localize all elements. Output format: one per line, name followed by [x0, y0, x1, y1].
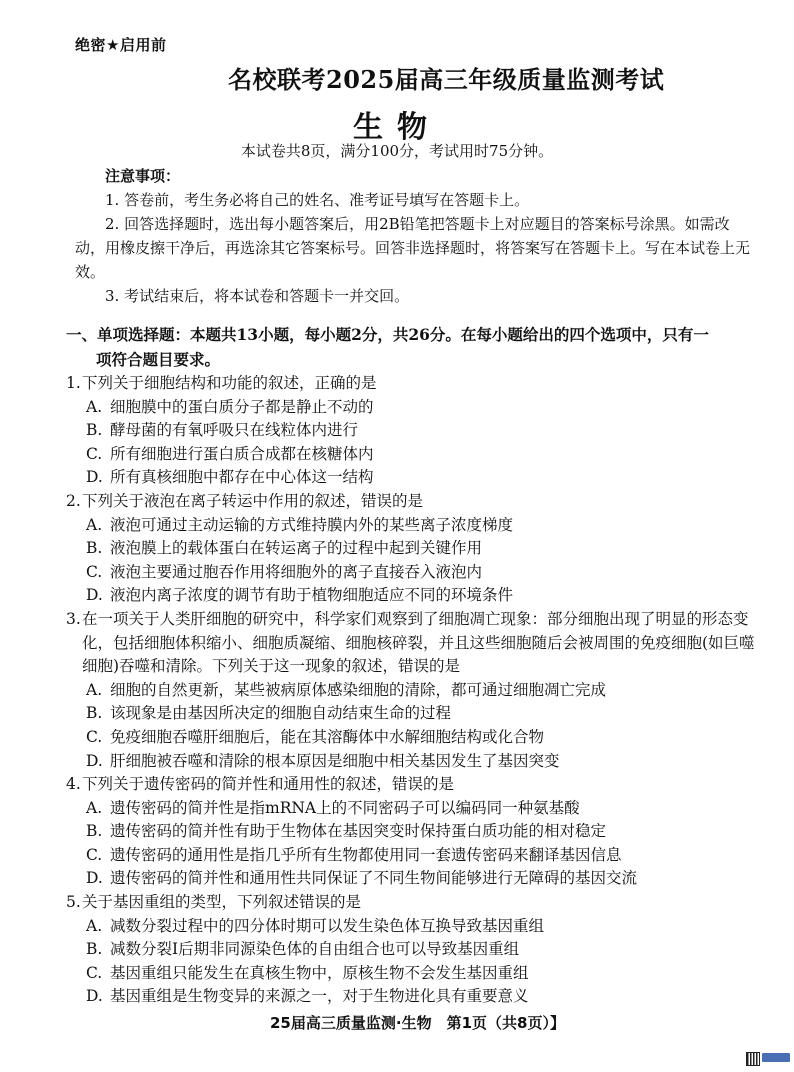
option	[66, 938, 756, 962]
option	[66, 750, 756, 774]
watermark-logo-icon	[762, 1053, 790, 1062]
option-letter: B.	[86, 421, 103, 440]
option	[66, 537, 756, 561]
option-letter: D.	[86, 586, 103, 605]
option	[66, 419, 756, 443]
option-text: 酵母菌的有氧呼吸只在线粒体内进行	[110, 421, 359, 440]
option-letter: C.	[86, 727, 103, 746]
section-heading	[66, 322, 756, 372]
exam-title: 名校联考2025届高三年级质量监测考试	[228, 65, 665, 94]
option-text: 液泡内离子浓度的调节有助于植物细胞适应不同的环境条件	[110, 586, 514, 605]
option-text: 减数分裂过程中的四分体时期可以发生染色体互换导致基因重组	[110, 916, 545, 935]
notice-item: 3. 考试结束后，将本试卷和答题卡一并交回。	[105, 287, 410, 305]
option	[66, 726, 756, 750]
secret-label: 绝密★启用前	[75, 36, 167, 54]
question-stem: 在一项关于人类肝细胞的研究中，科学家们观察到了细胞凋亡现象：部分细胞出现了明显的形态变化，包括细胞体积缩小、细胞质凝缩、细胞核碎裂，并且这些细胞随后会被周围的免疫细胞(如巨噬细胞)吞噬和清除。下列关于这一现象的叙述，错误的是	[82, 609, 755, 676]
question-number: 3.	[66, 609, 81, 628]
option-text: 该现象是由基因所决定的细胞自动结束生命的过程	[110, 704, 452, 723]
question-number: 1.	[66, 374, 81, 392]
option-letter: D.	[86, 751, 103, 770]
option	[66, 962, 756, 986]
notice-block	[75, 164, 755, 308]
option-letter: A.	[86, 680, 103, 699]
option-text: 液泡主要通过胞吞作用将细胞外的离子直接吞入液泡内	[110, 562, 483, 581]
option	[66, 679, 756, 703]
option	[66, 867, 756, 891]
notice-item: 2. 回答选择题时，选出每小题答案后，用2B铅笔把答题卡上对应题目的答案标号涂黑。如需改动，用橡皮擦干净后，再选涂其它答案标号。回答非选择题时，将答案写在答题卡上。写在本试卷上无效。	[75, 215, 751, 281]
exam-info: 本试卷共8页，满分100分，考试用时75分钟。	[240, 142, 554, 160]
option-letter: B.	[86, 539, 103, 558]
question	[66, 490, 756, 608]
question	[66, 608, 756, 773]
question-number: 4.	[66, 775, 81, 794]
option-text: 减数分裂Ⅰ后期非同源染色体的自由组合也可以导致基因重组	[110, 940, 520, 959]
option-text: 遗传密码的通用性是指几乎所有生物都使用同一套遗传密码来翻译基因信息	[110, 845, 622, 864]
option-text: 细胞膜中的蛋白质分子都是静止不动的	[110, 397, 374, 416]
option	[66, 584, 756, 608]
option-letter: C.	[86, 963, 103, 982]
option-text: 液泡可通过主动运输的方式维持膜内外的某些离子浓度梯度	[110, 515, 514, 534]
option	[66, 466, 756, 490]
notice-title: 注意事项：	[105, 167, 181, 185]
question	[66, 891, 756, 1009]
option-letter: C.	[86, 845, 103, 864]
question-number: 5.	[66, 893, 81, 912]
question-list	[66, 372, 756, 1009]
section-heading-line: 项符合题目要求。	[96, 350, 221, 369]
option	[66, 985, 756, 1009]
question-stem: 下列关于遗传密码的简并性和通用性的叙述，错误的是	[82, 775, 455, 794]
question-stem: 下列关于细胞结构和功能的叙述，正确的是	[82, 374, 377, 392]
option	[66, 844, 756, 868]
option-text: 遗传密码的简并性有助于生物体在基因突变时保持蛋白质功能的相对稳定	[110, 822, 607, 841]
question	[66, 773, 756, 891]
section-heading-line: 一、单项选择题：本题共13小题，每小题2分，共26分。在每小题给出的四个选项中，只有一	[66, 325, 709, 344]
option	[66, 396, 756, 420]
notice-item: 1. 答卷前，考生务必将自己的姓名、准考证号填写在答题卡上。	[105, 191, 530, 209]
option-letter: A.	[86, 397, 103, 416]
option-text: 细胞的自然更新，某些被病原体感染细胞的清除，都可通过细胞凋亡完成	[110, 680, 607, 699]
option-text: 基因重组只能发生在真核生物中，原核生物不会发生基因重组	[110, 963, 529, 982]
option-letter: D.	[86, 987, 103, 1006]
option-text: 液泡膜上的载体蛋白在转运离子的过程中起到关键作用	[110, 539, 483, 558]
subject-title: 生物	[353, 110, 441, 145]
option-text: 遗传密码的简并性和通用性共同保证了不同生物间能够进行无障碍的基因交流	[110, 869, 638, 888]
option	[66, 797, 756, 821]
option-text: 免疫细胞吞噬肝细胞后，能在其溶酶体中水解细胞结构或化合物	[110, 727, 545, 746]
option-text: 所有真核细胞中都存在中心体这一结构	[110, 468, 374, 487]
option-letter: D.	[86, 468, 103, 487]
option-letter: D.	[86, 869, 103, 888]
option	[66, 514, 756, 538]
question-number: 2.	[66, 491, 81, 510]
qr-code-icon	[746, 1052, 760, 1066]
option-text: 基因重组是生物变异的来源之一，对于生物进化具有重要意义	[110, 987, 529, 1006]
option-letter: B.	[86, 704, 103, 723]
question-stem: 关于基因重组的类型，下列叙述错误的是	[82, 893, 362, 912]
option	[66, 820, 756, 844]
option-text: 肝细胞被吞噬和清除的根本原因是细胞中相关基因发生了基因突变	[110, 751, 560, 770]
option-text: 所有细胞进行蛋白质合成都在核糖体内	[110, 444, 374, 463]
option-letter: A.	[86, 515, 103, 534]
option-letter: A.	[86, 798, 103, 817]
option	[66, 915, 756, 939]
option-letter: B.	[86, 822, 103, 841]
option-letter: B.	[86, 940, 103, 959]
question	[66, 372, 756, 490]
option-letter: A.	[86, 916, 103, 935]
option	[66, 561, 756, 585]
option	[66, 702, 756, 726]
question-stem: 下列关于液泡在离子转运中作用的叙述，错误的是	[82, 491, 424, 510]
option-text: 遗传密码的简并性是指mRNA上的不同密码子可以编码同一种氨基酸	[110, 798, 580, 817]
option-letter: C.	[86, 562, 103, 581]
option-letter: C.	[86, 444, 103, 463]
option	[66, 443, 756, 467]
page-footer: 25届高三质量监测·生物 第1页（共8页）】	[270, 1014, 565, 1032]
